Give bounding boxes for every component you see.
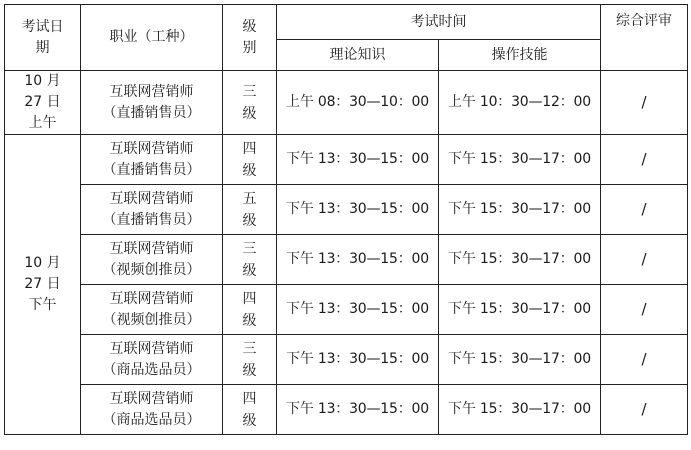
level-cell: [223, 185, 277, 235]
level-cell: [223, 285, 277, 335]
level-char: 三: [242, 83, 257, 100]
occupation-name: 互联网营销师: [109, 290, 194, 307]
skill-time-cell: 下午 15：30—17：00: [439, 135, 601, 185]
date-line: 27 日: [24, 94, 61, 110]
theory-time-cell: 上午 08：30—10：00: [277, 71, 439, 135]
occupation-type: （商品选品员）: [102, 361, 201, 378]
level-cell: [223, 135, 277, 185]
level-char: 四: [242, 140, 257, 157]
exam-schedule-table: [4, 4, 688, 435]
header-theory: 理论知识: [277, 40, 439, 71]
header-exam-date-line2: 期: [35, 39, 50, 56]
table-row: [5, 385, 688, 435]
theory-time-cell: 下午 13：30—15：00: [277, 185, 439, 235]
level-char: 五: [242, 190, 257, 207]
header-level-line2: 别: [242, 39, 257, 56]
skill-time-cell: 下午 15：30—17：00: [439, 185, 601, 235]
header-occupation: 职业（工种）: [81, 5, 223, 71]
occupation-type: （视频创推员）: [102, 261, 201, 278]
skill-time-cell: 下午 15：30—17：00: [439, 285, 601, 335]
date-line: 下午: [28, 297, 57, 313]
occupation-type: （直播销售员）: [102, 104, 201, 121]
level-cell: [223, 335, 277, 385]
occupation-name: 互联网营销师: [109, 240, 194, 257]
header-level: [223, 5, 277, 71]
review-cell: /: [601, 185, 688, 235]
level-char: 级: [242, 412, 257, 429]
level-cell: [223, 235, 277, 285]
table-row: [5, 185, 688, 235]
date-cell-afternoon: [5, 135, 81, 435]
occupation-type: （商品选品员）: [102, 411, 201, 428]
review-cell: /: [601, 135, 688, 185]
occupation-cell: [81, 185, 223, 235]
occupation-cell: [81, 385, 223, 435]
level-char: 级: [242, 312, 257, 329]
table-row: [5, 235, 688, 285]
occupation-cell: [81, 335, 223, 385]
table-row: [5, 71, 688, 135]
header-exam-time: 考试时间: [277, 5, 601, 40]
occupation-name: 互联网营销师: [109, 190, 194, 207]
skill-time-cell: 下午 15：30—17：00: [439, 335, 601, 385]
level-char: 级: [242, 262, 257, 279]
date-line: 27 日: [24, 276, 61, 292]
skill-time-cell: 下午 15：30—17：00: [439, 385, 601, 435]
occupation-type: （直播销售员）: [102, 161, 201, 178]
date-line: 上午: [28, 115, 57, 131]
table-row: [5, 285, 688, 335]
level-char: 级: [242, 162, 257, 179]
theory-time-cell: 下午 13：30—15：00: [277, 135, 439, 185]
header-level-line1: 级: [242, 18, 257, 35]
theory-time-cell: 下午 13：30—15：00: [277, 235, 439, 285]
occupation-name: 互联网营销师: [109, 83, 194, 100]
occupation-name: 互联网营销师: [109, 140, 194, 157]
occupation-cell: [81, 285, 223, 335]
level-char: 四: [242, 290, 257, 307]
date-line: 10 月: [24, 73, 61, 89]
level-char: 级: [242, 105, 257, 122]
occupation-type: （视频创推员）: [102, 311, 201, 328]
occupation-cell: [81, 71, 223, 135]
occupation-cell: [81, 135, 223, 185]
skill-time-cell: 下午 15：30—17：00: [439, 235, 601, 285]
exam-schedule: [4, 4, 688, 435]
level-char: 级: [242, 212, 257, 229]
skill-time-cell: 上午 10：30—12：00: [439, 71, 601, 135]
level-char: 级: [242, 362, 257, 379]
theory-time-cell: 下午 13：30—15：00: [277, 335, 439, 385]
table-row: [5, 135, 688, 185]
header-row-1: [5, 5, 688, 40]
header-exam-date: [5, 5, 81, 71]
header-skill: 操作技能: [439, 40, 601, 71]
review-cell: /: [601, 71, 688, 135]
review-cell: /: [601, 385, 688, 435]
occupation-name: 互联网营销师: [109, 390, 194, 407]
theory-time-cell: 下午 13：30—15：00: [277, 285, 439, 335]
occupation-cell: [81, 235, 223, 285]
level-char: 三: [242, 340, 257, 357]
level-char: 四: [242, 390, 257, 407]
date-line: 10 月: [24, 255, 61, 271]
occupation-name: 互联网营销师: [109, 340, 194, 357]
table-row: [5, 335, 688, 385]
review-cell: /: [601, 235, 688, 285]
review-cell: /: [601, 335, 688, 385]
date-cell-morning: [5, 71, 81, 135]
level-cell: [223, 71, 277, 135]
header-review: 综合评审: [601, 5, 688, 71]
level-cell: [223, 385, 277, 435]
level-char: 三: [242, 240, 257, 257]
header-exam-date-line1: 考试日: [21, 18, 64, 35]
occupation-type: （直播销售员）: [102, 211, 201, 228]
theory-time-cell: 下午 13：30—15：00: [277, 385, 439, 435]
review-cell: /: [601, 285, 688, 335]
